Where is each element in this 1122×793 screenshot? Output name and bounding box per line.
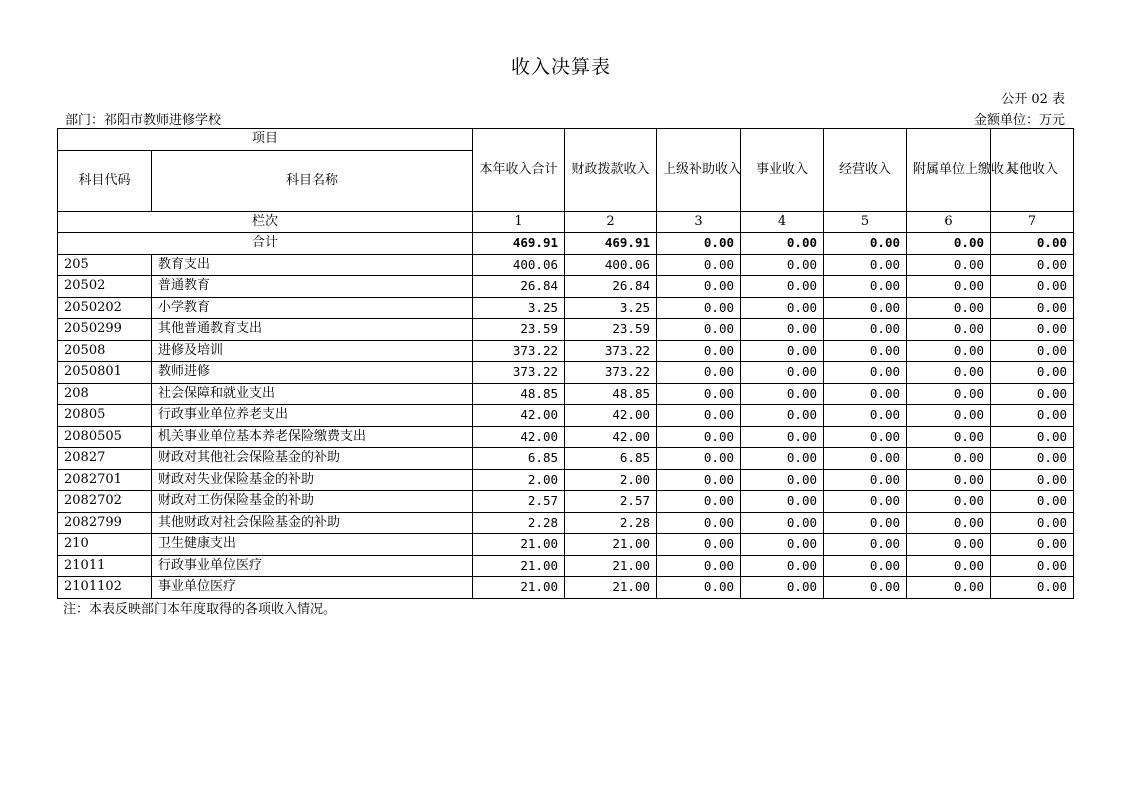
amount-cell: 0.00	[907, 383, 991, 405]
subject-code: 2050801	[58, 362, 152, 384]
amount-cell: 2.57	[565, 491, 657, 513]
amount-cell: 0.00	[907, 254, 991, 276]
amount-cell: 3.25	[565, 297, 657, 319]
amount-cell: 0.00	[991, 362, 1074, 384]
total-value: 469.91	[473, 233, 565, 255]
amount-cell: 23.59	[473, 319, 565, 341]
header-col-1: 本年收入合计	[473, 129, 565, 212]
table-row	[58, 577, 1074, 599]
amount-cell: 3.25	[473, 297, 565, 319]
unit-label: 金额单位：万元	[973, 113, 1065, 128]
table-note: 注：本表反映部门本年度取得的各项收入情况。	[63, 602, 337, 617]
sequence-cell: 3	[657, 211, 741, 233]
subject-name: 机关事业单位基本养老保险缴费支出	[152, 426, 473, 448]
amount-cell: 2.28	[565, 512, 657, 534]
sequence-cell: 5	[824, 211, 907, 233]
total-value: 0.00	[657, 233, 741, 255]
subject-code: 21011	[58, 555, 152, 577]
sequence-cell: 7	[991, 211, 1074, 233]
amount-cell: 0.00	[824, 297, 907, 319]
amount-cell: 0.00	[824, 512, 907, 534]
amount-cell: 0.00	[824, 319, 907, 341]
header-col-7: 其他收入	[991, 129, 1074, 212]
amount-cell: 0.00	[741, 383, 824, 405]
total-row	[58, 233, 1074, 255]
subject-code: 2082701	[58, 469, 152, 491]
amount-cell: 373.22	[565, 340, 657, 362]
total-value: 0.00	[741, 233, 824, 255]
amount-cell: 0.00	[991, 405, 1074, 427]
amount-cell: 0.00	[907, 340, 991, 362]
amount-cell: 0.00	[824, 405, 907, 427]
amount-cell: 0.00	[657, 534, 741, 556]
amount-cell: 0.00	[824, 340, 907, 362]
amount-cell: 0.00	[907, 426, 991, 448]
form-number: 公开 02 表	[1001, 92, 1065, 107]
subject-code: 20827	[58, 448, 152, 470]
amount-cell: 0.00	[824, 491, 907, 513]
amount-cell: 0.00	[991, 534, 1074, 556]
header-row-1	[58, 129, 1074, 151]
amount-cell: 0.00	[991, 276, 1074, 298]
subject-code: 208	[58, 383, 152, 405]
amount-cell: 0.00	[657, 448, 741, 470]
total-value: 0.00	[991, 233, 1074, 255]
header-col-2: 财政拨款收入	[565, 129, 657, 212]
table-row	[58, 448, 1074, 470]
amount-cell: 0.00	[824, 448, 907, 470]
amount-cell: 0.00	[741, 319, 824, 341]
subject-code: 20502	[58, 276, 152, 298]
amount-cell: 6.85	[565, 448, 657, 470]
subject-name: 卫生健康支出	[152, 534, 473, 556]
amount-cell: 0.00	[657, 276, 741, 298]
amount-cell: 0.00	[741, 426, 824, 448]
amount-cell: 0.00	[657, 469, 741, 491]
amount-cell: 400.06	[565, 254, 657, 276]
amount-cell: 0.00	[824, 534, 907, 556]
amount-cell: 373.22	[473, 362, 565, 384]
amount-cell: 42.00	[565, 405, 657, 427]
amount-cell: 0.00	[657, 555, 741, 577]
amount-cell: 0.00	[991, 426, 1074, 448]
amount-cell: 0.00	[824, 383, 907, 405]
amount-cell: 0.00	[907, 362, 991, 384]
amount-cell: 0.00	[657, 512, 741, 534]
subject-code: 20805	[58, 405, 152, 427]
amount-cell: 0.00	[741, 254, 824, 276]
header-col-3: 上级补助收入	[657, 129, 741, 212]
income-table	[57, 128, 1074, 599]
amount-cell: 21.00	[565, 577, 657, 599]
amount-cell: 0.00	[741, 405, 824, 427]
amount-cell: 0.00	[657, 319, 741, 341]
amount-cell: 0.00	[741, 534, 824, 556]
table-body	[58, 129, 1074, 599]
amount-cell: 0.00	[824, 469, 907, 491]
subject-name: 其他财政对社会保险基金的补助	[152, 512, 473, 534]
amount-cell: 0.00	[991, 297, 1074, 319]
sequence-label: 栏次	[58, 211, 473, 233]
table-row	[58, 297, 1074, 319]
amount-cell: 0.00	[824, 555, 907, 577]
sequence-row	[58, 211, 1074, 233]
amount-cell: 0.00	[824, 276, 907, 298]
amount-cell: 0.00	[741, 340, 824, 362]
subject-code: 2080505	[58, 426, 152, 448]
subject-code: 2050202	[58, 297, 152, 319]
subject-code: 20508	[58, 340, 152, 362]
header-col-4: 事业收入	[741, 129, 824, 212]
table-row	[58, 469, 1074, 491]
amount-cell: 0.00	[991, 469, 1074, 491]
subject-name: 行政事业单位医疗	[152, 555, 473, 577]
header-name: 科目名称	[152, 150, 473, 211]
amount-cell: 21.00	[565, 534, 657, 556]
amount-cell: 373.22	[473, 340, 565, 362]
amount-cell: 0.00	[991, 491, 1074, 513]
table-row	[58, 555, 1074, 577]
amount-cell: 48.85	[565, 383, 657, 405]
amount-cell: 21.00	[565, 555, 657, 577]
amount-cell: 42.00	[473, 426, 565, 448]
amount-cell: 0.00	[741, 297, 824, 319]
amount-cell: 0.00	[657, 383, 741, 405]
amount-cell: 0.00	[741, 512, 824, 534]
page-title: 收入决算表	[510, 56, 611, 78]
subject-name: 事业单位医疗	[152, 577, 473, 599]
amount-cell: 48.85	[473, 383, 565, 405]
table-row	[58, 276, 1074, 298]
subject-name: 教育支出	[152, 254, 473, 276]
amount-cell: 0.00	[907, 491, 991, 513]
table-row	[58, 491, 1074, 513]
amount-cell: 0.00	[741, 491, 824, 513]
header-col-6: 附属单位上缴收入	[907, 129, 991, 212]
subject-name: 进修及培训	[152, 340, 473, 362]
amount-cell: 0.00	[657, 577, 741, 599]
total-label: 合计	[58, 233, 473, 255]
sequence-cell: 6	[907, 211, 991, 233]
subject-code: 2082799	[58, 512, 152, 534]
header-col-5: 经营收入	[824, 129, 907, 212]
amount-cell: 0.00	[991, 254, 1074, 276]
amount-cell: 0.00	[907, 319, 991, 341]
amount-cell: 21.00	[473, 555, 565, 577]
amount-cell: 0.00	[657, 405, 741, 427]
amount-cell: 0.00	[907, 297, 991, 319]
table-row	[58, 426, 1074, 448]
amount-cell: 0.00	[991, 512, 1074, 534]
amount-cell: 42.00	[473, 405, 565, 427]
amount-cell: 0.00	[741, 555, 824, 577]
amount-cell: 0.00	[991, 577, 1074, 599]
header-item: 项目	[58, 129, 473, 151]
amount-cell: 0.00	[991, 555, 1074, 577]
subject-name: 小学教育	[152, 297, 473, 319]
total-value: 0.00	[824, 233, 907, 255]
amount-cell: 21.00	[473, 577, 565, 599]
amount-cell: 0.00	[907, 512, 991, 534]
header-code: 科目代码	[58, 150, 152, 211]
table-row	[58, 512, 1074, 534]
subject-name: 财政对其他社会保险基金的补助	[152, 448, 473, 470]
amount-cell: 0.00	[741, 362, 824, 384]
subject-name: 教师进修	[152, 362, 473, 384]
amount-cell: 0.00	[991, 319, 1074, 341]
amount-cell: 373.22	[565, 362, 657, 384]
amount-cell: 0.00	[824, 254, 907, 276]
amount-cell: 6.85	[473, 448, 565, 470]
subject-name: 普通教育	[152, 276, 473, 298]
table-row	[58, 340, 1074, 362]
amount-cell: 0.00	[907, 276, 991, 298]
amount-cell: 26.84	[565, 276, 657, 298]
amount-cell: 400.06	[473, 254, 565, 276]
subject-code: 2050299	[58, 319, 152, 341]
subject-code: 2101102	[58, 577, 152, 599]
amount-cell: 0.00	[907, 555, 991, 577]
amount-cell: 23.59	[565, 319, 657, 341]
amount-cell: 0.00	[657, 362, 741, 384]
subject-code: 205	[58, 254, 152, 276]
department-label: 部门：祁阳市教师进修学校	[65, 113, 222, 128]
amount-cell: 2.00	[565, 469, 657, 491]
amount-cell: 42.00	[565, 426, 657, 448]
amount-cell: 26.84	[473, 276, 565, 298]
subject-name: 财政对失业保险基金的补助	[152, 469, 473, 491]
amount-cell: 21.00	[473, 534, 565, 556]
amount-cell: 0.00	[907, 577, 991, 599]
amount-cell: 2.00	[473, 469, 565, 491]
sequence-cell: 1	[473, 211, 565, 233]
amount-cell: 0.00	[657, 491, 741, 513]
table-row	[58, 405, 1074, 427]
amount-cell: 0.00	[991, 448, 1074, 470]
subject-code: 2082702	[58, 491, 152, 513]
amount-cell: 0.00	[824, 362, 907, 384]
subject-name: 财政对工伤保险基金的补助	[152, 491, 473, 513]
amount-cell: 2.28	[473, 512, 565, 534]
sequence-cell: 4	[741, 211, 824, 233]
table-row	[58, 362, 1074, 384]
total-value: 469.91	[565, 233, 657, 255]
amount-cell: 0.00	[907, 469, 991, 491]
sequence-cell: 2	[565, 211, 657, 233]
table-row	[58, 534, 1074, 556]
amount-cell: 0.00	[741, 448, 824, 470]
amount-cell: 0.00	[991, 340, 1074, 362]
amount-cell: 0.00	[991, 383, 1074, 405]
amount-cell: 0.00	[741, 469, 824, 491]
subject-code: 210	[58, 534, 152, 556]
amount-cell: 0.00	[657, 426, 741, 448]
amount-cell: 0.00	[907, 534, 991, 556]
amount-cell: 0.00	[824, 426, 907, 448]
table-row	[58, 383, 1074, 405]
amount-cell: 0.00	[657, 340, 741, 362]
amount-cell: 0.00	[824, 577, 907, 599]
subject-name: 其他普通教育支出	[152, 319, 473, 341]
amount-cell: 2.57	[473, 491, 565, 513]
table-row	[58, 319, 1074, 341]
total-value: 0.00	[907, 233, 991, 255]
amount-cell: 0.00	[741, 577, 824, 599]
amount-cell: 0.00	[741, 276, 824, 298]
amount-cell: 0.00	[907, 448, 991, 470]
table-row	[58, 254, 1074, 276]
amount-cell: 0.00	[907, 405, 991, 427]
amount-cell: 0.00	[657, 297, 741, 319]
amount-cell: 0.00	[657, 254, 741, 276]
subject-name: 行政事业单位养老支出	[152, 405, 473, 427]
subject-name: 社会保障和就业支出	[152, 383, 473, 405]
